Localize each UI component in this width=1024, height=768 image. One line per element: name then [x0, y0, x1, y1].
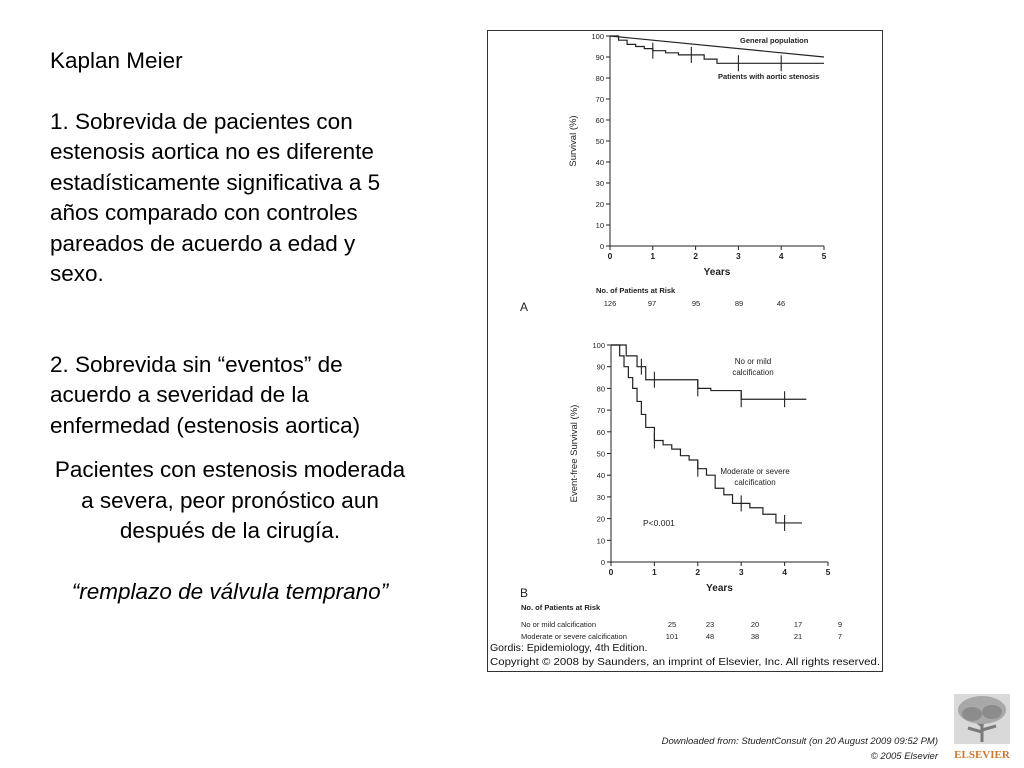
- y-tick-label: 90: [596, 362, 605, 372]
- series-label: General population: [740, 36, 809, 45]
- x-tick-label: 5: [821, 251, 827, 261]
- x-tick-label: 2: [693, 251, 698, 261]
- panel-a: [520, 32, 827, 314]
- x-tick-label: 1: [652, 567, 657, 577]
- x-tick-label: 2: [695, 567, 701, 577]
- x-tick-label: 0: [607, 251, 613, 261]
- risk-value: 46: [776, 299, 786, 308]
- point-2: 2. Sobrevida sin “eventos” de acuerdo a severidad de la enfermedad (estenosis aortica): [50, 351, 361, 438]
- y-tick-label: 90: [595, 53, 604, 62]
- y-tick-label: 20: [596, 514, 605, 524]
- series-label: No or mild: [734, 357, 772, 366]
- risk-row-label: No or mild calcification: [521, 620, 597, 629]
- risk-value: 9: [837, 620, 843, 629]
- risk-value: 126: [603, 299, 617, 308]
- footer-download: Downloaded from: StudentConsult (on 20 August 2009 09:52 PM): [661, 736, 938, 747]
- y-tick-label: 30: [595, 179, 604, 188]
- point-1: 1. Sobrevida de pacientes con estenosis aortica no es diferente estadísticamente significativa a 5 años comparado con controles pareados de acuerdo a edad y sexo.: [50, 108, 381, 286]
- quote: “remplazo de válvula temprano”: [71, 578, 389, 604]
- y-tick-label: 70: [596, 406, 605, 416]
- y-axis-label: Survival (%): [568, 115, 579, 167]
- svg-text:ELSEVIER: ELSEVIER: [954, 749, 1010, 761]
- y-tick-label: 60: [596, 427, 605, 437]
- p-value-annotation: P<0.001: [643, 518, 675, 528]
- x-tick-label: 5: [825, 567, 831, 577]
- elsevier-tree-icon: [950, 692, 1014, 762]
- risk-value: 95: [691, 299, 701, 308]
- risk-value: 7: [837, 632, 843, 641]
- y-tick-label: 100: [591, 32, 604, 41]
- series-label: Patients with aortic stenosis: [718, 72, 820, 81]
- x-tick-label: 4: [778, 251, 784, 261]
- x-tick-label: 1: [650, 251, 656, 261]
- risk-value: 89: [734, 299, 744, 308]
- series-label: calcification: [734, 478, 776, 487]
- y-tick-label: 40: [596, 471, 605, 481]
- x-axis-label: Years: [703, 267, 731, 278]
- y-tick-label: 20: [595, 200, 604, 209]
- panel-label: A: [520, 300, 529, 314]
- figure-credit-2: Copyright © 2008 by Saunders, an imprint of Elsevier, Inc. All rights reserved.: [490, 656, 880, 668]
- y-tick-label: 0: [600, 558, 605, 567]
- kaplan-meier-figure: [487, 30, 883, 672]
- y-tick-label: 60: [595, 116, 604, 125]
- risk-value: 38: [750, 632, 760, 641]
- risk-value: 48: [705, 632, 715, 641]
- point-3: Pacientes con estenosis moderada a severa, peor pronóstico aun después de la cirugía.: [54, 457, 406, 543]
- x-tick-label: 3: [738, 567, 744, 577]
- panel-b: [520, 341, 842, 641]
- risk-row-label: Moderate or severe calcification: [521, 632, 627, 641]
- risk-value: 20: [750, 620, 760, 629]
- risk-value: 17: [793, 620, 803, 629]
- footer-copyright: © 2005 Elsevier: [870, 751, 938, 762]
- y-tick-label: 40: [595, 158, 604, 167]
- figure-svg: [488, 31, 882, 671]
- y-tick-label: 100: [592, 341, 605, 350]
- risk-value: 101: [665, 632, 679, 641]
- slide-text: [50, 46, 410, 607]
- y-tick-label: 30: [596, 492, 605, 502]
- risk-value: 21: [793, 632, 803, 641]
- y-tick-label: 80: [595, 74, 604, 83]
- figure-credit-1: Gordis: Epidemiology, 4th Edition.: [490, 642, 648, 654]
- elsevier-logo: [950, 692, 1014, 762]
- x-axis-label: Years: [706, 583, 733, 594]
- risk-table-title: No. of Patients at Risk: [521, 603, 601, 612]
- series-label: calcification: [732, 368, 774, 377]
- y-tick-label: 50: [596, 449, 605, 459]
- y-tick-label: 70: [595, 95, 604, 104]
- panel-label: B: [520, 586, 529, 600]
- y-tick-label: 0: [599, 242, 604, 251]
- x-tick-label: 4: [782, 567, 787, 577]
- x-tick-label: 3: [736, 251, 741, 261]
- y-axis-label: Event-free Survival (%): [569, 404, 580, 503]
- slide-title: Kaplan Meier: [50, 48, 183, 73]
- x-tick-label: 0: [608, 567, 614, 577]
- series-label: Moderate or severe: [720, 467, 790, 476]
- risk-table-title: No. of Patients at Risk: [596, 286, 676, 295]
- y-tick-label: 10: [596, 536, 605, 546]
- y-tick-label: 10: [595, 221, 604, 230]
- y-tick-label: 80: [596, 384, 605, 394]
- km-curve-1: [611, 345, 806, 399]
- risk-value: 23: [705, 620, 715, 629]
- y-tick-label: 50: [595, 137, 604, 146]
- risk-value: 97: [647, 299, 657, 308]
- risk-value: 25: [667, 620, 677, 629]
